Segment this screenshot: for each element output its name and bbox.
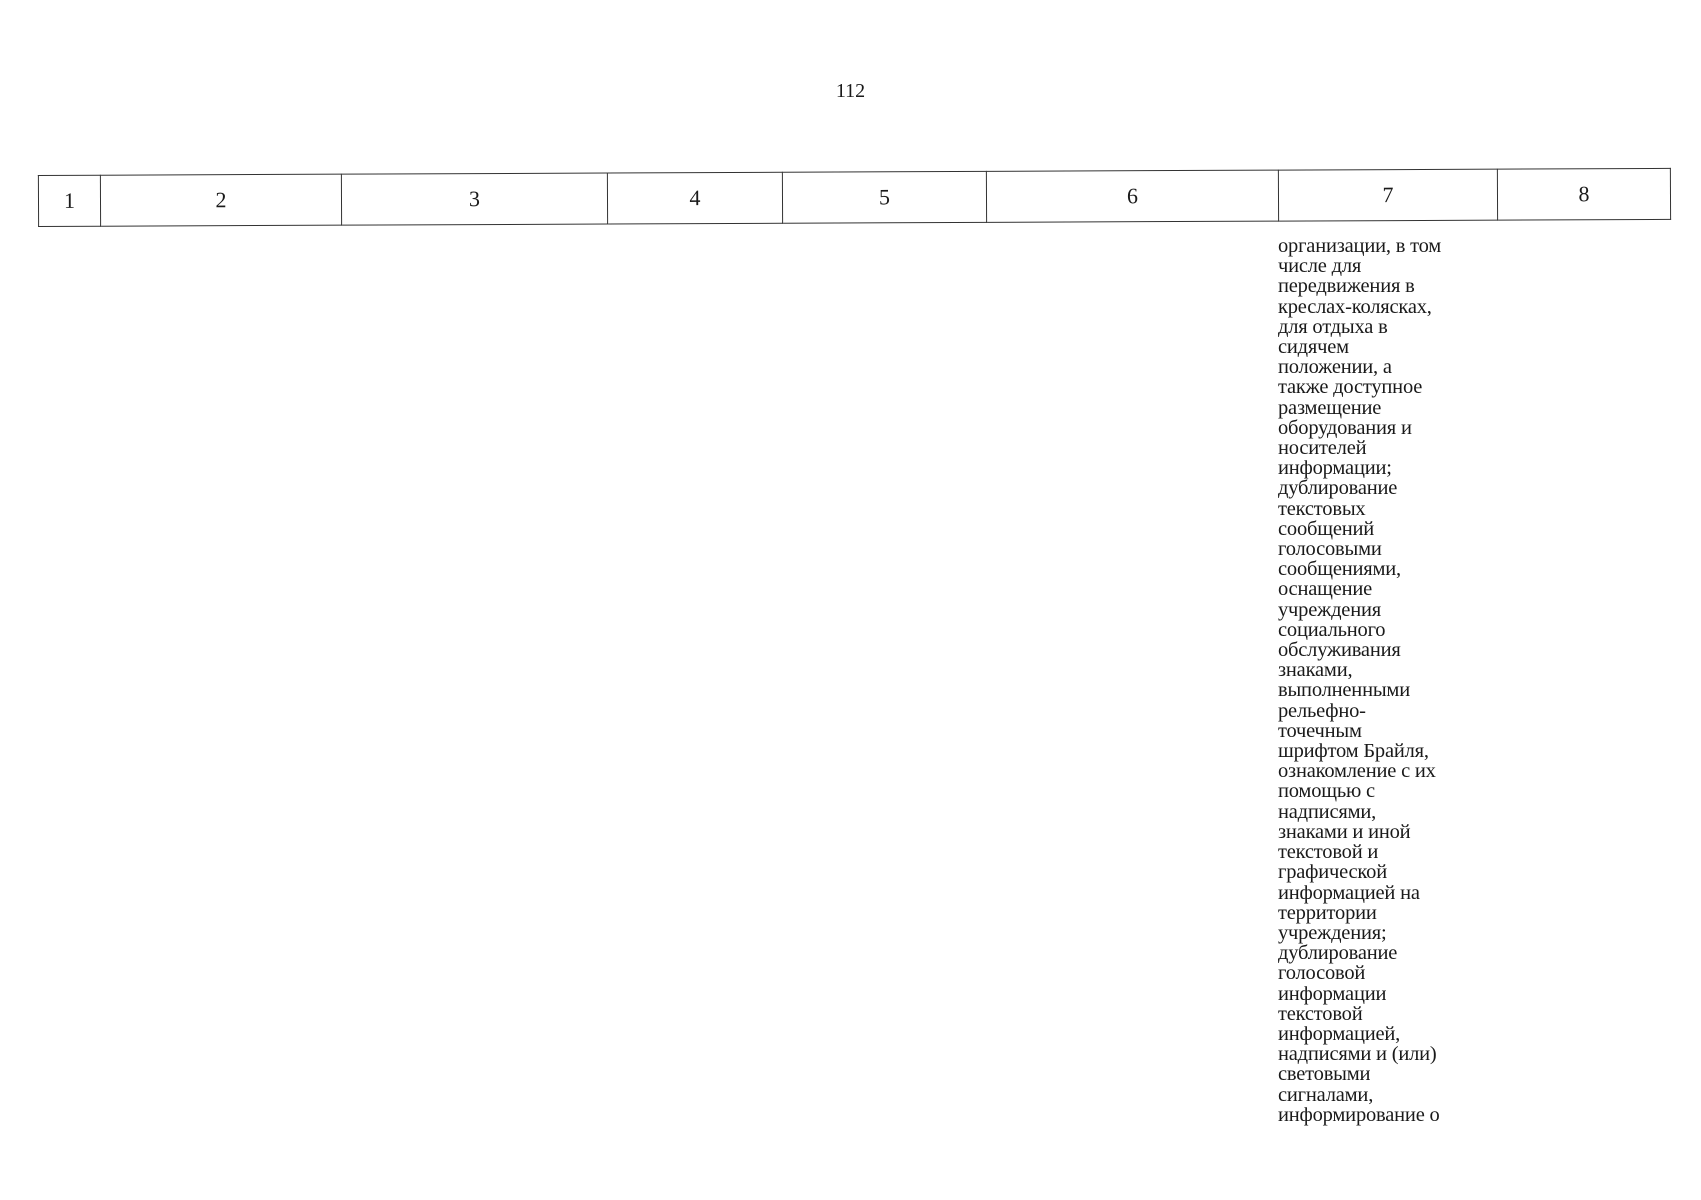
text-line: световыми xyxy=(1278,1063,1371,1086)
text-line: креслах-колясках, xyxy=(1278,295,1432,318)
text-line: сообщениями, xyxy=(1278,558,1401,581)
header-cell-6: 6 xyxy=(986,170,1278,222)
text-line: обслуживания xyxy=(1278,639,1401,662)
text-line: голосовыми xyxy=(1278,538,1382,561)
header-row xyxy=(38,168,1670,226)
text-line: текстовой xyxy=(1278,1002,1363,1025)
text-line: точечным xyxy=(1278,719,1362,742)
text-line: сидячем xyxy=(1278,336,1349,359)
header-cell-3: 3 xyxy=(341,173,607,225)
column-7-text-block xyxy=(1278,236,1508,1125)
text-line: знаками и иной xyxy=(1278,820,1411,843)
text-line: передвижения в xyxy=(1278,275,1415,298)
text-line: сигналами, xyxy=(1278,1083,1374,1106)
text-line: дублирование xyxy=(1278,942,1398,965)
text-line: носителей xyxy=(1278,437,1367,460)
header-cell-4: 4 xyxy=(607,172,782,224)
text-line: надписями, xyxy=(1278,800,1377,823)
text-line: учреждения; xyxy=(1278,921,1387,944)
text-line: знаками, xyxy=(1278,659,1353,682)
column-number-header-table xyxy=(38,168,1671,227)
text-line: голосовой xyxy=(1278,962,1366,985)
text-line: оборудования и xyxy=(1278,416,1412,439)
text-line: информации xyxy=(1278,982,1387,1005)
text-line: ознакомление с их xyxy=(1278,760,1436,783)
text-line: для отдыха в xyxy=(1278,315,1388,338)
text-line: положении, а xyxy=(1278,356,1392,379)
text-line: информирование о xyxy=(1278,1103,1440,1126)
text-line: дублирование xyxy=(1278,477,1398,500)
text-line: сообщений xyxy=(1278,517,1375,540)
text-line: выполненными xyxy=(1278,679,1410,702)
text-line: территории xyxy=(1278,901,1377,924)
text-line: также доступное xyxy=(1278,376,1423,399)
text-line: размещение xyxy=(1278,396,1382,419)
text-line: оснащение xyxy=(1278,578,1373,601)
text-line: текстовых xyxy=(1278,497,1366,520)
page-number: 112 xyxy=(835,80,866,102)
text-line: графической xyxy=(1278,861,1387,884)
text-line: учреждения xyxy=(1278,598,1381,621)
text-line: надписями и (или) xyxy=(1278,1043,1437,1066)
text-line: рельефно- xyxy=(1278,699,1366,722)
header-cell-2: 2 xyxy=(100,174,341,226)
text-line: организации, в том xyxy=(1278,235,1442,257)
header-cell-5: 5 xyxy=(782,171,986,223)
header-cell-7: 7 xyxy=(1278,169,1497,221)
header-cell-8: 8 xyxy=(1497,168,1670,220)
text-line: текстовой и xyxy=(1278,841,1379,864)
text-line: информации; xyxy=(1278,457,1392,480)
text-line: помощью с xyxy=(1278,780,1375,803)
text-line: социального xyxy=(1278,618,1386,641)
text-line: информацией, xyxy=(1278,1022,1401,1045)
header-cell-1: 1 xyxy=(38,175,100,226)
text-line: числе для xyxy=(1278,255,1362,278)
text-line: шрифтом Брайля, xyxy=(1278,740,1429,763)
text-line: информацией на xyxy=(1278,881,1420,904)
